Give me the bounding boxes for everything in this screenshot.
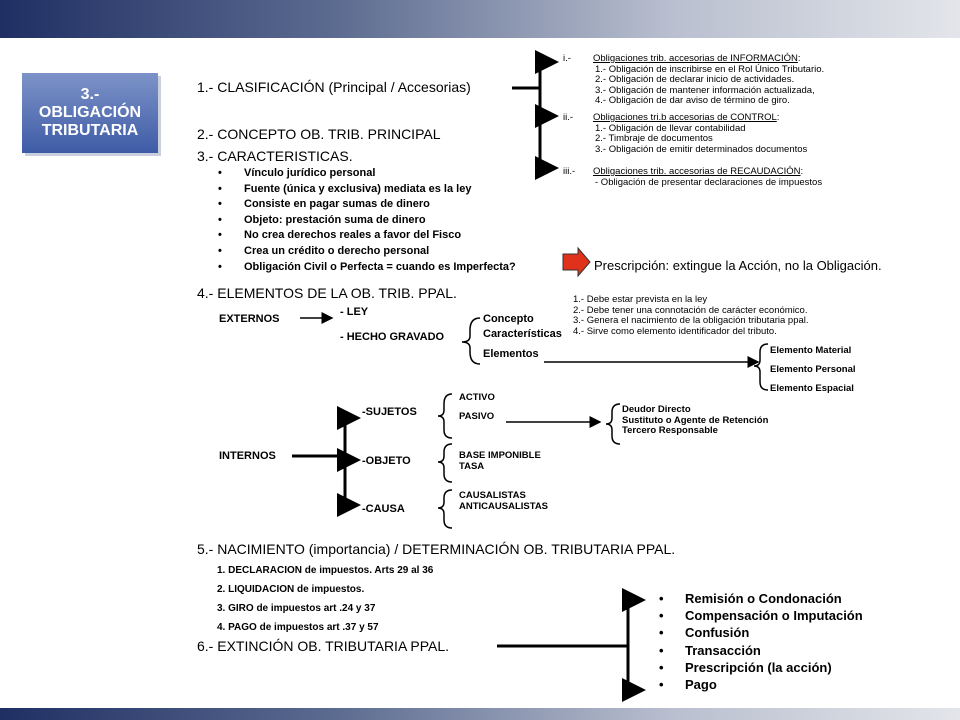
list-item: • Obligación Civil o Perfecta = cuando es Imperfecta? [216,260,516,276]
list-item: • Pago [657,676,863,693]
list-item: 2. LIQUIDACION de impuestos. [217,584,365,595]
list-item: Características [483,328,562,340]
list-item: Concepto [483,313,534,325]
list-item: • Transacción [657,642,863,659]
list-item: • Confusión [657,624,863,641]
accesoria-block-informacion [593,54,824,107]
list-item: Elemento Personal [770,364,856,375]
accesoria-title: Obligaciones trib. accesorias de INFORMACIÓN [593,53,798,64]
nacimiento-list [217,561,433,637]
list-item: 1. DECLARACION de impuestos. Arts 29 al 36 [217,565,434,576]
accesoria-colon: : [797,53,801,64]
section-caracteristicas: 3.- CARACTERISTICAS. [197,148,353,164]
section-nacimiento: 5.- NACIMIENTO (importancia) / DETERMINACIÓN OB. TRIBUTARIA PPAL. [197,541,676,557]
accesoria-item: 1.- Obligación de inscribirse en el Rol Único Tributario. [595,63,825,75]
list-item: Deudor Directo [622,404,691,415]
section-elementos: 4.- ELEMENTOS DE LA OB. TRIB. PPAL. [197,285,457,301]
accesoria-item: 2.- Timbraje de documentos [595,133,713,144]
section-extincion: 6.- EXTINCIÓN OB. TRIBUTARIA PPAL. [197,638,450,654]
caracteristicas-list [216,166,516,275]
pasivo-items [622,405,768,437]
accesoria-item: 2.- Obligación de declarar inicio de actividades. [595,74,795,85]
list-item: BASE IMPONIBLE [459,450,541,461]
list-item: • Vínculo jurídico personal [216,166,516,182]
elementos-list [770,341,856,398]
accesoria-block-recaudacion [593,167,822,188]
list-item: Sustituto o Agente de Retención [622,414,769,426]
ley-label: - LEY [340,306,369,318]
causa-subitems [459,491,548,512]
list-item: • Crea un crédito o derecho personal [216,244,516,260]
list-item: • Fuente (única y exclusiva) mediata es la ley [216,182,516,198]
accesoria-title: Obligaciones trib. accesorias de RECAUDACIÓN [593,166,801,177]
accesoria-item: - Obligación de presentar declaraciones de impuestos [595,176,823,188]
list-item: 3. GIRO de impuestos art .24 y 37 [217,603,376,614]
list-item: TASA [459,460,485,472]
accesoria-item: 3.- Obligación de mantener información actualizada, [595,84,815,96]
accesoria-block-control [593,113,807,155]
list-item: 1.- Debe estar prevista en la ley [573,294,708,305]
accesoria-num: ii.- [563,112,574,123]
list-item: Elementos [483,348,539,360]
list-item: CAUSALISTAS [459,490,526,501]
title-line: OBLIGACIÓN [38,104,142,121]
list-item: • Objeto: prestación suma de dinero [216,213,516,229]
accesoria-num: iii.- [563,166,576,177]
list-item: • Prescripción (la acción) [657,659,863,676]
hecho-gravado-label: - HECHO GRAVADO [340,331,445,343]
objeto-subitems [459,451,541,472]
list-item: 4. PAGO de impuestos art .37 y 57 [217,622,379,633]
list-item: 2.- Debe tener una connotación de carácter económico. [573,304,808,316]
accesoria-item: 1.- Obligación de llevar contabilidad [595,122,746,134]
list-item: 4.- Sirve como elemento identificador del tributo. [573,325,777,337]
accesoria-item: 3.- Obligación de emitir determinados documentos [595,143,808,155]
section-concepto: 2.- CONCEPTO OB. TRIB. PRINCIPAL [197,126,441,142]
externos-label: EXTERNOS [219,313,280,325]
list-item: • Remisión o Condonación [657,590,863,607]
accesoria-title: Obligaciones tri.b accesorias de CONTROL [593,112,777,123]
accesoria-colon: : [776,112,780,123]
red-arrow-icon [563,248,590,276]
list-item: • Consiste en pagar sumas de dinero [216,197,516,213]
list-item: 3.- Genera el nacimiento de la obligación tributaria ppal. [573,315,809,326]
internos-label: INTERNOS [219,450,276,462]
pasivo-label: PASIVO [459,411,495,422]
causa-label: -CAUSA [362,503,405,515]
section-clasificacion: 1.- CLASIFICACIÓN (Principal / Accesorias) [197,79,471,95]
list-item: ANTICAUSALISTAS [459,500,549,512]
list-item: • No crea derechos reales a favor del Fisco [216,228,516,244]
accesoria-item: 4.- Obligación de dar aviso de término de giro. [595,95,790,106]
title-line: 3.- [80,86,100,103]
sujetos-label: -SUJETOS [362,406,417,418]
title-line: TRIBUTARIA [41,122,139,139]
concepto-items [573,295,809,337]
list-item: Elemento Espacial [770,383,854,394]
objeto-label: -OBJETO [362,455,411,467]
accesoria-num: i.- [563,53,571,64]
activo-label: ACTIVO [459,392,495,403]
extincion-list [657,590,863,693]
accesoria-colon: : [800,166,804,177]
prescripcion-note: Prescripción: extingue la Acción, no la Obligación. [594,258,882,273]
hecho-gravado-subitems [483,312,562,362]
list-item: Tercero Responsable [622,425,718,436]
list-item: Elemento Material [770,345,852,356]
list-item: • Compensación o Imputación [657,607,863,624]
